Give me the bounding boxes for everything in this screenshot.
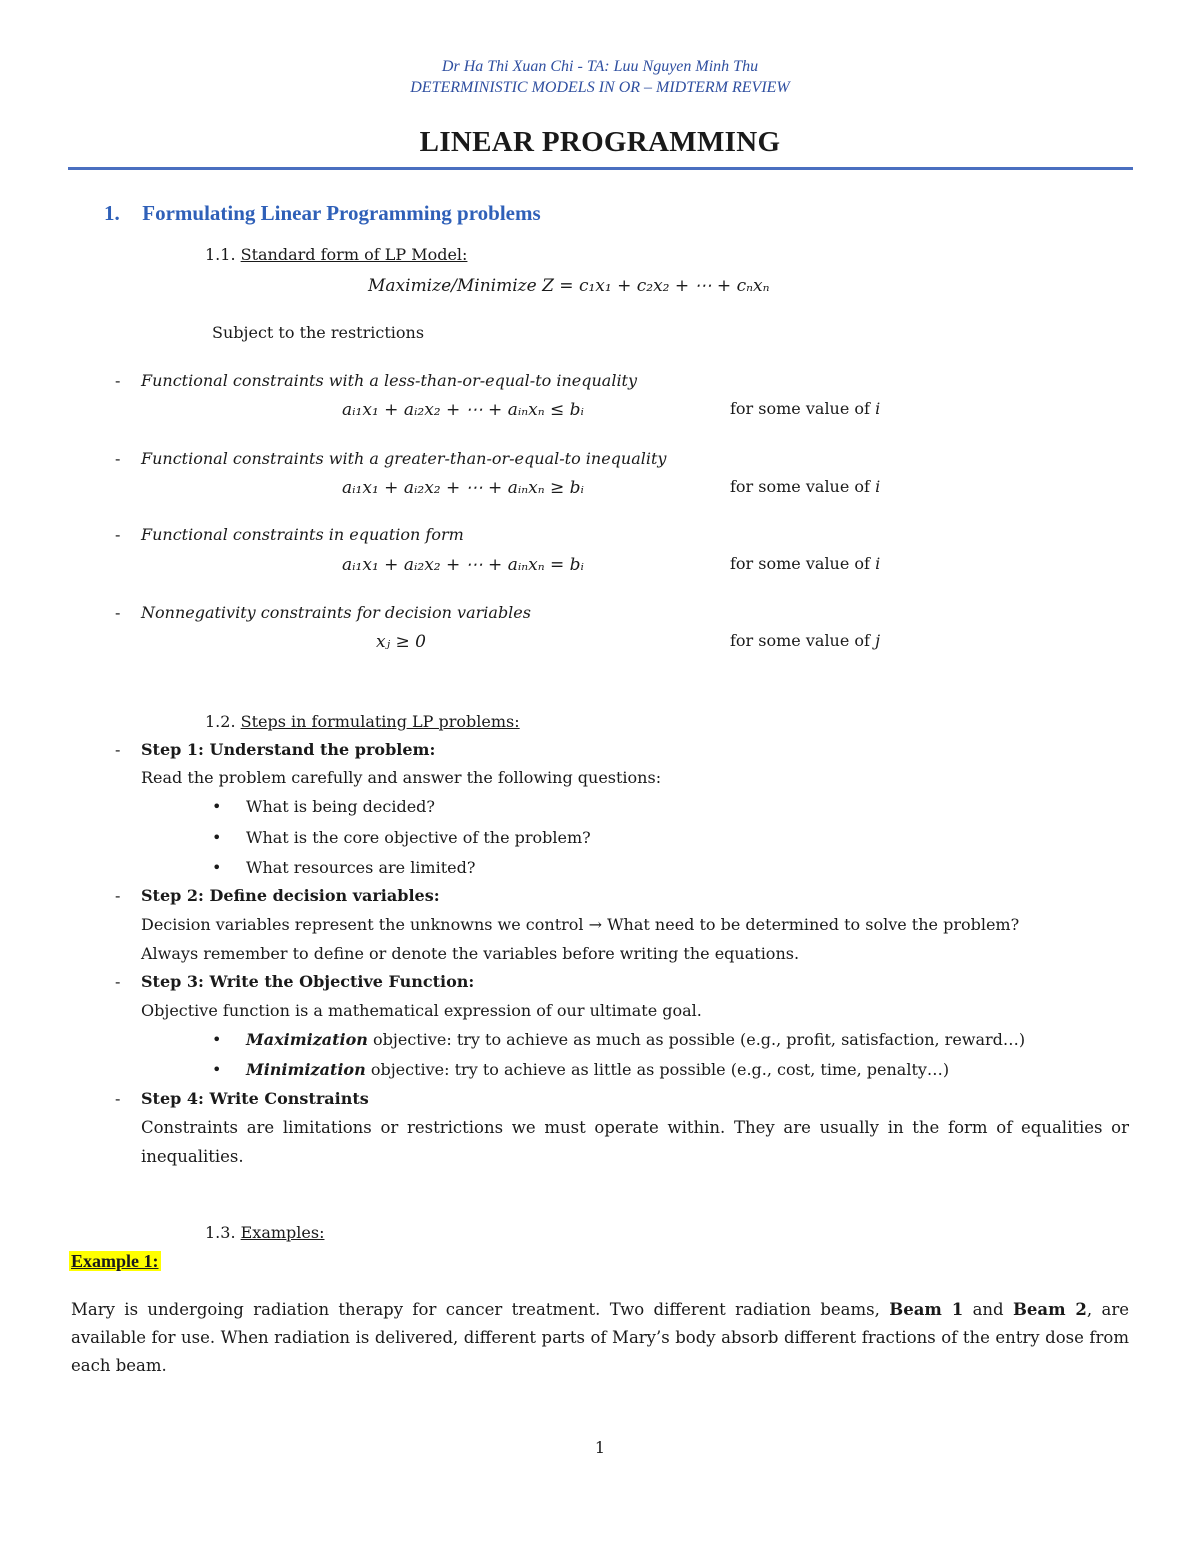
step-dash: - [115,1089,121,1108]
subsection-label: Examples: [240,1223,325,1242]
bullet-item: Minimization objective: try to achieve as little as possible (e.g., cost, time, penalty…) [246,1060,950,1079]
step-dash: - [115,972,121,991]
constraint-note: for some value of j [730,631,881,650]
subsection-1-1 [205,245,467,264]
constraint-dash: - [115,525,121,544]
page-title: LINEAR PROGRAMMING [419,126,781,158]
subsection-label: Steps in formulating LP problems: [240,712,520,731]
header-authors: Dr Ha Thi Xuan Chi - TA: Luu Nguyen Minh Thu [441,58,759,75]
step-title: Step 1: Understand the problem: [141,740,436,759]
constraint-formula: aᵢ₁x₁ + aᵢ₂x₂ + ⋯ + aᵢₙxₙ ≥ bᵢ [342,478,584,498]
arrow-icon: → [588,915,603,934]
constraint-formula: aᵢ₁x₁ + aᵢ₂x₂ + ⋯ + aᵢₙxₙ = bᵢ [342,555,584,575]
constraint-formula: xⱼ ≥ 0 [376,632,426,652]
step-title: Step 4: Write Constraints [141,1089,369,1108]
page-number: 1 [594,1438,606,1457]
bullet-glyph: • [212,1030,222,1049]
bullet-item: What is being decided? [246,797,435,816]
step-text: Decision variables represent the unknowns we control → What need to be determined to solve the problem? [141,915,1020,934]
bullet-glyph: • [212,1060,222,1079]
subsection-number: 1.3. [205,1223,236,1242]
bullet-glyph: • [212,828,222,847]
constraint-note: for some value of i [730,399,881,418]
header-course: DETERMINISTIC MODELS IN OR – MIDTERM REVIEW [410,79,790,96]
example-label: Example 1: [71,1251,159,1271]
bullet-glyph: • [212,797,222,816]
subsection-1-2 [205,712,520,731]
section-heading [104,201,541,226]
constraint-label: Functional constraints with a greater-than-or-equal-to inequality [141,449,667,468]
section-number: 1. [104,201,120,225]
constraint-dash: - [115,449,121,468]
constraint-dash: - [115,371,121,390]
subject-to-text: Subject to the restrictions [212,323,425,342]
step-title: Step 2: Define decision variables: [141,886,440,905]
subsection-1-3 [205,1223,324,1242]
bullet-item: What is the core objective of the problem? [246,828,591,847]
example-paragraph: Mary is undergoing radiation therapy for cancer treatment. Two different radiation beams, Beam 1 and Beam 2, are available for use. When radiation is delivered, different parts of Mary’s body absorb different fractions of the entry dose from each beam. [71,1300,1130,1375]
step-text: Constraints are limitations or restrictions we must operate within. They are usually in the form of equalities or inequalities. [141,1118,1129,1166]
title-rule [68,167,1133,170]
constraint-note: for some value of i [730,554,881,573]
constraint-label: Functional constraints with a less-than-or-equal-to inequality [141,371,638,390]
bullet-glyph: • [212,858,222,877]
step-text: Read the problem carefully and answer the following questions: [141,768,662,787]
bullet-item: What resources are limited? [246,858,476,877]
step-dash: - [115,886,121,905]
objective-formula: Maximize/Minimize Z = c₁x₁ + c₂x₂ + ⋯ + cₙxₙ [368,276,770,296]
subsection-number: 1.1. [205,245,236,264]
constraint-dash: - [115,603,121,622]
constraint-note: for some value of i [730,477,881,496]
step-dash: - [115,740,121,759]
step-title: Step 3: Write the Objective Function: [141,972,475,991]
constraint-label: Functional constraints in equation form [141,525,464,544]
step-text: Always remember to define or denote the variables before writing the equations. [141,944,800,963]
subsection-label: Standard form of LP Model: [240,245,468,264]
step-text: Objective function is a mathematical expression of our ultimate goal. [141,1001,702,1020]
constraint-formula: aᵢ₁x₁ + aᵢ₂x₂ + ⋯ + aᵢₙxₙ ≤ bᵢ [342,400,584,420]
subsection-number: 1.2. [205,712,236,731]
bullet-item: Maximization objective: try to achieve as much as possible (e.g., profit, satisfaction, reward…) [246,1030,1026,1049]
section-title: Formulating Linear Programming problems [142,201,541,225]
constraint-label: Nonnegativity constraints for decision variables [141,603,531,622]
